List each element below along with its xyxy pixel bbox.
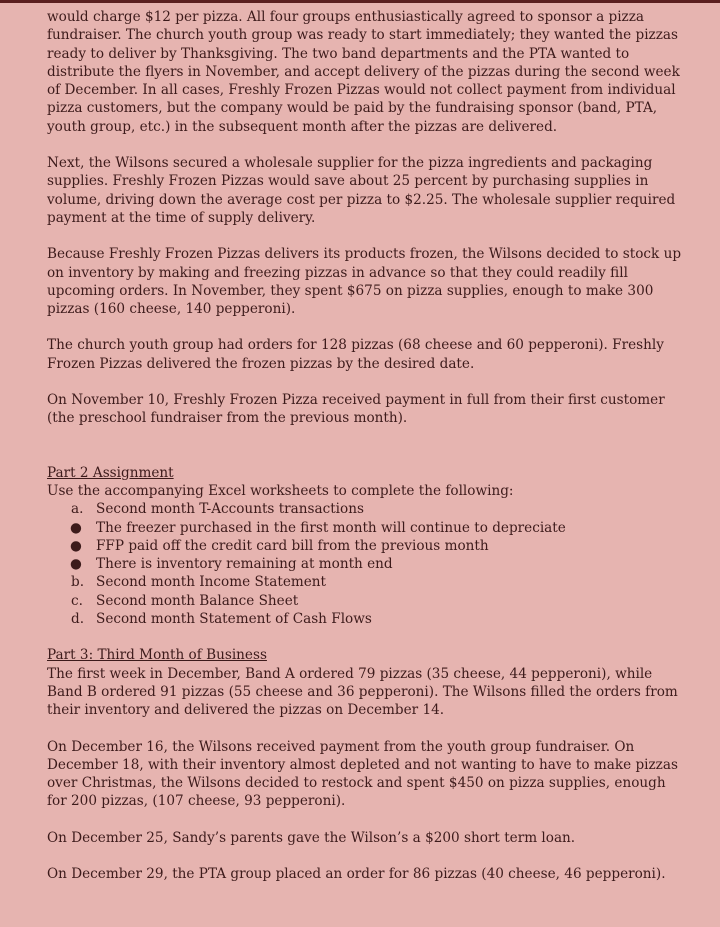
list-marker: b. [71,574,85,591]
assignment-item-text: Second month Balance Sheet [96,592,299,609]
list-marker: d. [71,611,85,628]
assignment-item-c [47,592,707,610]
paragraph-youth-group-orders: The church youth group had orders for 128 pizzas (68 cheese and 60 pepperoni). Freshly Frozen Pizzas delivered the frozen pizzas by the desired date. [47,337,664,372]
assignment-item-text: Second month T-Accounts transactions [96,501,364,518]
part2-heading: Part 2 Assignment [47,464,174,481]
assignment-list-continued [47,573,707,628]
bullet-text: The freezer purchased in the first month will continue to depreciate [96,519,566,536]
paragraph-december-restock: On December 16, the Wilsons received payment from the youth group fundraiser. On December 18, with their inventory almost depleted and not wanting to have to make pizzas over Christmas, the Wilsons decided to restock and spent $450 on pizza supplies, enough for 200 pizzas, (107 cheese, 93 pepperoni). [47,738,678,810]
t-accounts-bullet-list [47,519,707,574]
list-marker: a. [71,501,84,518]
bullet-icon: ● [70,519,82,536]
paragraph-band-orders: The first week in December, Band A ordered 79 pizzas (35 cheese, 44 pepperoni), while Band B ordered 91 pizzas (55 cheese and 36 pepperoni). The Wilsons filled the orders from their inventory and delivered the pizzas on December 14. [47,665,678,719]
assignment-item-text: Second month Statement of Cash Flows [96,611,372,628]
assignment-list [47,500,707,518]
document-page [47,8,707,883]
bullet-item [47,537,707,555]
paragraph-pta-order: On December 29, the PTA group placed an order for 86 pizzas (40 cheese, 46 pepperoni). [47,865,666,882]
assignment-item-text: Second month Income Statement [96,574,327,591]
list-marker: c. [71,592,83,609]
paragraph-fundraiser-terms: would charge $12 per pizza. All four groups enthusiastically agreed to sponsor a pizza fundraiser. The church youth group was ready to start immediately; they wanted the pizzas ready to deliver by Thanksgiving. The two band departments and the PTA wanted to distribute the flyers in November, and accept delivery of the pizzas during the second week of December. In all cases, Freshly Frozen Pizzas would not collect payment from individual pizza customers, but the company would be paid by the fundraising sponsor (band, PTA, youth group, etc.) in the subsequent month after the pizzas are delivered. [47,9,680,135]
part3-heading: Part 3: Third Month of Business [47,647,267,664]
paragraph-november-payment: On November 10, Freshly Frozen Pizza received payment in full from their first customer (the preschool fundraiser from the previous month). [47,392,665,427]
paragraph-short-term-loan: On December 25, Sandy’s parents gave the Wilson’s a $200 short term loan. [47,829,576,846]
bullet-item [47,519,707,537]
assignment-item-d [47,610,707,628]
paragraph-wholesale-supplier: Next, the Wilsons secured a wholesale supplier for the pizza ingredients and packaging supplies. Freshly Frozen Pizzas would save about 25 percent by purchasing supplies in volume, driving down the average cost per pizza to $2.25. The wholesale supplier required payment at the time of supply delivery. [47,155,676,226]
assignment-item-b [47,573,707,591]
assignment-item-a [47,500,707,518]
paragraph-inventory-stock: Because Freshly Frozen Pizzas delivers its products frozen, the Wilsons decided to stock up on inventory by making and freezing pizzas in advance so that they could readily fill upcoming orders. In November, they spent $675 on pizza supplies, enough to make 300 pizzas (160 cheese, 140 pepperoni). [47,246,682,318]
bullet-text: There is inventory remaining at month end [96,556,393,573]
bullet-text: FFP paid off the credit card bill from the previous month [96,537,489,554]
bullet-icon: ● [70,556,82,573]
bullet-item [47,555,707,573]
part2-intro: Use the accompanying Excel worksheets to complete the following: [47,482,514,499]
bullet-icon: ● [70,537,82,554]
top-border-rule [0,0,720,3]
